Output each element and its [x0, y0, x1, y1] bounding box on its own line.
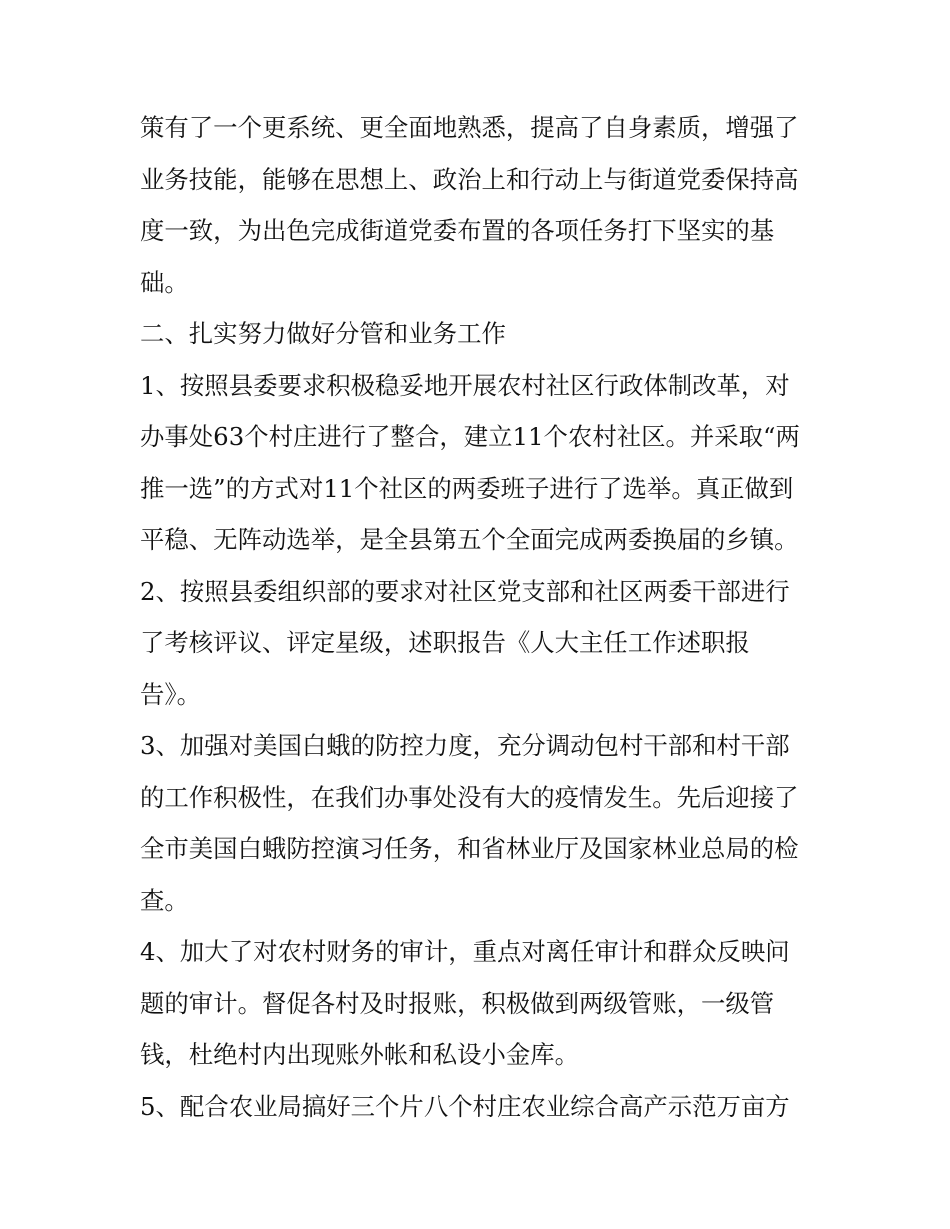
- text-line: 钱，杜绝村内出现账外帐和私设小金库。: [140, 1040, 580, 1069]
- text-line: 度一致，为出色完成街道党委布置的各项任务打下坚实的基: [140, 216, 775, 245]
- text-line: 4、加大了对农村财务的审计，重点对离任审计和群众反映问: [140, 937, 790, 966]
- text-line: 的工作积极性，在我们办事处没有大的疫情发生。先后迎接了: [140, 783, 799, 812]
- text-line: 业务技能，能够在思想上、政治上和行动上与街道党委保持高: [140, 165, 799, 194]
- text-line: 础。: [140, 268, 189, 297]
- text-line: 5、配合农业局搞好三个片八个村庄农业综合高产示范万亩方: [140, 1092, 790, 1121]
- text-line: 全市美国白蛾防控演习任务，和省林业厅及国家林业总局的检: [140, 834, 799, 863]
- text-line: 1、按照县委要求积极稳妥地开展农村社区行政体制改革，对: [140, 371, 790, 400]
- section-heading: 二、扎实努力做好分管和业务工作: [140, 319, 506, 348]
- text-line: 查。: [140, 886, 189, 915]
- text-line: 平稳、无阵动选举，是全县第五个全面完成两委换届的乡镇。: [140, 525, 799, 554]
- text-line: 2、按照县委组织部的要求对社区党支部和社区两委干部进行: [140, 577, 790, 606]
- text-line: 题的审计。督促各村及时报账，积极做到两级管账，一级管: [140, 989, 775, 1018]
- text-line: 推一选”的方式对11个社区的两委班子进行了选举。真正做到: [140, 474, 794, 503]
- text-line: 3、加强对美国白蛾的防控力度，充分调动包村干部和村干部: [140, 731, 790, 760]
- text-line: 告》。: [140, 680, 201, 709]
- text-line: 了考核评议、评定星级，述职报告《人大主任工作述职报: [140, 628, 750, 657]
- text-line: 策有了一个更系统、更全面地熟悉，提高了自身素质，增强了: [140, 113, 799, 142]
- text-line: 办事处63个村庄进行了整合，建立11个农村社区。并采取“两: [140, 422, 800, 451]
